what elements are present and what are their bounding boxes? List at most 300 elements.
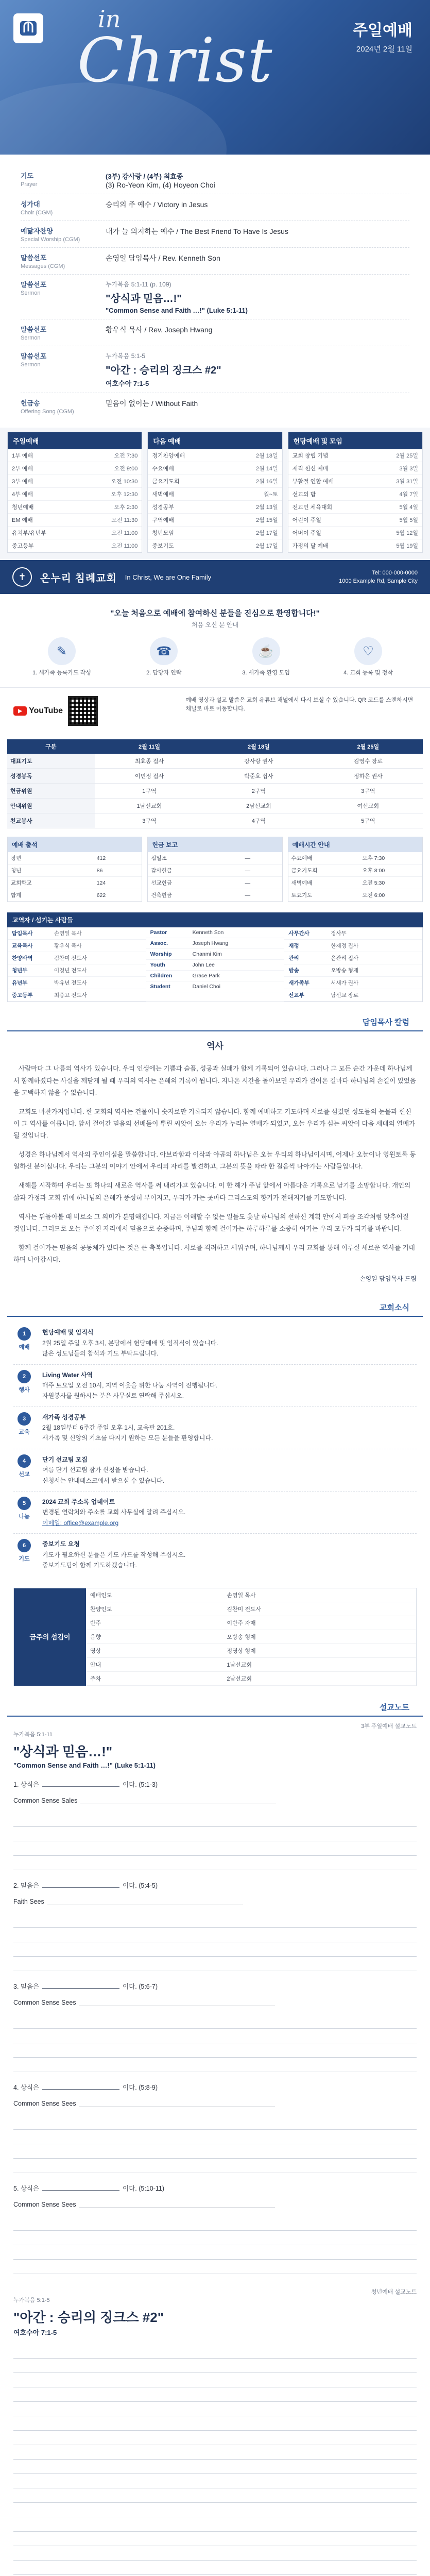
cell-value: 오후 12:30 (81, 488, 142, 501)
play-icon: ▶ (13, 706, 27, 716)
news-line: 기도가 필요하신 분들은 기도 카드를 작성해 주십시오. (42, 1551, 186, 1558)
order-row-prayer (21, 166, 409, 194)
church-phone[interactable]: Tel: 000-000-0000 (372, 569, 418, 576)
duty-table-block (13, 1588, 417, 1686)
order-value: (3부) 강사랑 / (4부) 최효종 (106, 173, 183, 180)
cell-value: 5월 5일 (372, 514, 422, 527)
notes2-lines[interactable] (13, 2344, 417, 2576)
fill-in-blank[interactable] (79, 2100, 275, 2107)
order-row-special (21, 221, 409, 248)
staff-column (8, 927, 146, 1002)
staff-person: 최중고 전도사 (54, 992, 87, 999)
news-line: 신청서는 안내데스크에서 받으실 수 있습니다. (42, 1477, 164, 1484)
step-text: 1. 새가족 등록카드 작성 (32, 670, 91, 676)
staff-person: 황우식 목사 (54, 943, 82, 950)
table-row (86, 1630, 416, 1644)
cell: 1구역 (95, 784, 204, 799)
church-logo-icon (18, 18, 39, 39)
staff-role: 청년부 (12, 968, 28, 974)
news-item (13, 1407, 417, 1449)
news-badge (13, 1370, 35, 1401)
order-label: 헌금송 (21, 399, 40, 407)
news-title: 헌당예배 및 임직식 (42, 1329, 94, 1336)
cell-value: 5월 4일 (372, 501, 422, 514)
cell-value: 2월 15일 (225, 514, 282, 527)
cell: 3구역 (314, 784, 423, 799)
cell-label: 4부 예배 (8, 488, 81, 501)
service-schedule (0, 734, 430, 834)
mini-title: 예배시간 안내 (288, 837, 422, 852)
staff-row (284, 927, 422, 940)
table-row (8, 462, 142, 475)
staff-role: Assoc. (150, 940, 168, 947)
column-signature: 손영일 담임목사 드림 (359, 1275, 417, 1283)
mini-table (288, 852, 422, 902)
panel-title: 헌당예배 및 모임 (288, 432, 422, 449)
media-note: 예배 영상과 설교 말씀은 교회 유튜브 채널에서 다시 보실 수 있습니다. QR 코드를 스캔하시면 채널로 바로 이동합니다. (185, 697, 414, 712)
sermon-title: "상식과 믿음…!" (106, 293, 182, 304)
row-label: 헌금위원 (7, 784, 95, 799)
order-of-worship (0, 155, 430, 428)
cell-label: 선교헌금 (148, 877, 242, 889)
cell-value: — (242, 877, 282, 889)
church-name: 온누리 침례교회 (40, 572, 117, 584)
news-item (13, 1365, 417, 1407)
staff-role: Children (150, 973, 173, 979)
notes-point (13, 2183, 417, 2274)
pastor-column (0, 1055, 430, 1295)
order-label-en: Sermon (21, 335, 41, 341)
staff-row (146, 971, 284, 981)
panel-title: 다음 예배 (148, 432, 282, 449)
cell-value: 월~토 (225, 488, 282, 501)
table-row (8, 501, 142, 514)
order-label: 말씀선포 (21, 352, 47, 360)
table-row (8, 449, 142, 462)
staff-section (0, 909, 430, 1009)
hero-script-in: in (98, 5, 121, 33)
notes2-subtitle: 여호수아 7:1-5 (13, 2329, 57, 2337)
duty-person: 이반주 자매 (222, 1616, 416, 1630)
column-paragraph: 새해를 시작하며 우리는 또 하나의 새로운 역사를 써 내려가고 있습니다. 이 한 해가 주님 앞에서 아름다운 기록으로 남기를 소망합니다. 개인의 삶과 가정과 교회 위에 하나님의 은혜가 풍성히 부어지고, 우리가 가는 곳마다 그리스도의 향기가 전해지기를 기도합니다. (13, 1182, 411, 1201)
point-ref: 이다. (5:1-3) (123, 1781, 158, 1789)
table-row (148, 865, 282, 877)
column-paragraph: 성경은 하나님께서 역사의 주인이심을 말씀합니다. 아브라함과 이삭과 야곱의 하나님은 오늘 우리의 하나님이시며, 어제나 오늘이나 영원토록 동일하신 분이십니다. 우리는 그분의 이야기 안에서 우리의 자리를 발견하고, 그분의 뜻을 따라 한 걸음씩 나아가는 사람들입니다. (13, 1151, 416, 1171)
point-ref: 이다. (5:8-9) (123, 2084, 158, 2092)
church-logo (13, 13, 43, 43)
table-row (8, 877, 142, 889)
table-row (148, 501, 282, 514)
table-header-row (7, 739, 423, 754)
point-english: Common Sense Sales (13, 1797, 78, 1805)
cell-label: 제직 헌신 예배 (288, 462, 372, 475)
order-label: 성가대 (21, 200, 40, 208)
order-label: 예닮자찬양 (21, 227, 53, 235)
news-line: 2월 18일부터 6주간 주일 오후 1시, 교육관 201호. (42, 1424, 175, 1432)
row-label: 안내위원 (7, 799, 95, 814)
column-header: 2월 18일 (204, 739, 313, 754)
order-row-messenger (21, 248, 409, 275)
cell-value: 2월 18일 (225, 449, 282, 462)
cell-label: 어린이 주일 (288, 514, 372, 527)
order-label-en: Messages (CGM) (21, 263, 65, 269)
column-header: 2월 25일 (314, 739, 423, 754)
section-title-notes: 설교노트 (7, 1694, 423, 1717)
cell: 3구역 (95, 814, 204, 828)
duty-role: 영상 (86, 1644, 222, 1658)
cell-label: 수요예배 (288, 852, 359, 865)
staff-role: Pastor (150, 929, 167, 936)
duty-person: 2남선교회 (222, 1672, 416, 1686)
news-number: 3 (18, 1412, 31, 1426)
cell-label: 구역예배 (148, 514, 225, 527)
staff-row (146, 927, 284, 938)
media-section (0, 687, 430, 734)
order-label-en: Sermon (21, 362, 41, 368)
step-text: 2. 담당자 연락 (146, 670, 182, 676)
point-english: Common Sense Sees (13, 2201, 76, 2209)
table-row (8, 475, 142, 488)
section-title-column: 담임목사 칼럼 (7, 1009, 423, 1031)
order-value-en: (3) Ro-Yeon Kim, (4) Hoyeon Choi (106, 181, 215, 189)
table-row (7, 799, 423, 814)
column-header: 2월 11일 (95, 739, 204, 754)
fill-in-blank[interactable] (42, 1981, 119, 1989)
table-row (288, 527, 422, 539)
table-row (86, 1658, 416, 1672)
staff-column (284, 927, 422, 1002)
cell-value: 2월 16일 (225, 475, 282, 488)
sermon-notes (0, 1717, 430, 2576)
church-contact (339, 569, 418, 586)
staff-person: 김찬미 전도사 (54, 955, 87, 962)
cell-label: 성경공부 (148, 501, 225, 514)
table-row (148, 852, 282, 865)
staff-person: 정사무 (331, 930, 347, 937)
table-row (8, 488, 142, 501)
notes-title: "상식과 믿음…!" (13, 1744, 113, 1760)
welcome-step (218, 637, 315, 677)
sermon-passage: 누가복음 5:1-11 (p. 109) (106, 281, 171, 288)
staff-person: 손영일 목사 (54, 930, 82, 937)
sermon-passage: 누가복음 5:1-5 (106, 352, 146, 360)
table-row (8, 865, 142, 877)
staff-role: 유년부 (12, 980, 28, 987)
staff-row (146, 981, 284, 992)
notes-lines[interactable] (13, 1913, 417, 1971)
cell-label: 1부 예배 (8, 449, 81, 462)
notes-lines[interactable] (13, 2216, 417, 2274)
duty-person: 김찬미 전도사 (222, 1602, 416, 1616)
point-number: 4. 상식은 (13, 2084, 40, 2092)
cell: 2남선교회 (204, 799, 313, 814)
hero-script-title (77, 5, 273, 96)
table-row (288, 852, 422, 865)
notes-subtitle: "Common Sense and Faith …!" (Luke 5:1-11) (13, 1761, 156, 1770)
column-paragraph: 사람마다 그 나름의 역사가 있습니다. 우리 인생에는 기쁨과 슬픔, 성공과 실패가 함께 기록되어 있습니다. 그러나 그 모든 순간 가운데 하나님께서 함께하셨다는 사실을 깨닫게 될 때 우리의 역사는 은혜의 기록이 됩니다. 지나온 시간을 돌아보면 우리가 걸어온 길마다 하나님의 손길이 있었음을 고백하지 않을 수 없습니다. (13, 1065, 416, 1096)
order-label-en: Prayer (21, 181, 38, 188)
news-badge (13, 1454, 35, 1486)
table-row (86, 1672, 416, 1686)
cell-value: 오전 11:30 (81, 514, 142, 527)
fill-in-blank[interactable] (79, 2201, 275, 2208)
staff-role: 찬양사역 (12, 955, 33, 962)
cell: 여선교회 (314, 799, 423, 814)
cell-label: 유치부/유년부 (8, 527, 81, 539)
table-row (148, 514, 282, 527)
cell-label: 합계 (8, 889, 94, 902)
cell-value: 5월 19일 (372, 539, 422, 552)
news-number: 4 (18, 1454, 31, 1468)
order-row-youth-messenger (21, 319, 409, 346)
staff-row (284, 940, 422, 952)
cell-value: 오후 7:30 (359, 852, 422, 865)
point-ref: 이다. (5:4-5) (123, 1882, 158, 1890)
welcome-section (0, 594, 430, 687)
point-english: Common Sense Sees (13, 1999, 76, 2007)
table-row (86, 1588, 416, 1602)
table-row (288, 462, 422, 475)
coffee-icon: ☕ (252, 637, 280, 665)
duty-title: 금주의 섬김이 (14, 1588, 86, 1686)
staff-role: Student (150, 984, 170, 990)
table-row (148, 475, 282, 488)
order-value: 승리의 주 예수 / Victory in Jesus (106, 200, 208, 209)
column-title: 역사 (207, 1041, 223, 1052)
welcome-step (115, 637, 212, 677)
cell-label: 중고등부 (8, 539, 81, 552)
staff-role: Worship (150, 951, 172, 958)
cell-label: 가정의 달 예배 (288, 539, 372, 552)
pencil-icon: ✎ (48, 637, 76, 665)
duty-role: 예배인도 (86, 1588, 222, 1602)
cell-label: EM 예배 (8, 514, 81, 527)
news-number: 5 (18, 1497, 31, 1510)
staff-row (8, 977, 146, 989)
youtube-block[interactable] (13, 696, 178, 726)
cell-label: 중보기도 (148, 539, 225, 552)
fill-in-blank[interactable] (42, 1780, 119, 1787)
hero-header (0, 0, 430, 155)
cell-value: 2월 17일 (225, 539, 282, 552)
staff-role: Youth (150, 962, 165, 969)
cell-label: 교회학교 (8, 877, 94, 889)
staff-person: Joseph Hwang (192, 940, 229, 947)
staff-row (284, 977, 422, 989)
sermon-subtitle: 여호수아 7:1-5 (106, 380, 149, 387)
panel-table (148, 449, 282, 552)
point-english: Faith Sees (13, 1898, 44, 1906)
duty-person: 정영상 형제 (222, 1644, 416, 1658)
cell-value: 오전 11:00 (81, 527, 142, 539)
table-row (148, 488, 282, 501)
cell-label: 토요기도 (288, 889, 359, 902)
cell-value: — (242, 865, 282, 877)
staff-row (8, 927, 146, 940)
fill-in-blank[interactable] (47, 1898, 243, 1905)
panel-sunday-services (7, 432, 142, 553)
cell-label: 선교의 밤 (288, 488, 372, 501)
welcome-heading: "오늘 처음으로 예배에 참여하신 분들을 진심으로 환영합니다!" (110, 609, 320, 618)
cell-label: 새벽예배 (148, 488, 225, 501)
table-row (7, 814, 423, 828)
youtube-label: YouTube (29, 706, 63, 716)
staff-person: John Lee (192, 962, 215, 969)
news-badge (13, 1539, 35, 1570)
table-row (148, 877, 282, 889)
cell: 2구역 (204, 784, 313, 799)
table-row (86, 1644, 416, 1658)
staff-role: 사무간사 (288, 930, 309, 937)
welcome-step (320, 637, 417, 677)
welcome-subheading: 처음 오신 분 안내 (191, 621, 239, 629)
notes-point (13, 1880, 417, 1971)
staff-role: 선교부 (288, 992, 304, 999)
order-label: 말씀선포 (21, 254, 47, 262)
point-number: 3. 믿음은 (13, 1983, 40, 1991)
staff-role: 관리 (288, 955, 299, 962)
notes2-meta: 청년예배 설교노트 (371, 2289, 417, 2296)
news-tag: 선교 (19, 1471, 30, 1478)
mini-title: 예배 출석 (8, 837, 142, 852)
cell-value: 2월 13일 (225, 501, 282, 514)
cell-label: 부활절 연합 예배 (288, 475, 372, 488)
cell-value: 오전 5:30 (359, 877, 422, 889)
youtube-logo[interactable] (13, 706, 63, 716)
cell-value: 86 (94, 865, 142, 877)
table-row (148, 539, 282, 552)
notes-lines[interactable] (13, 2115, 417, 2173)
step-text: 4. 교회 등록 및 정착 (343, 670, 393, 676)
fill-in-blank[interactable] (42, 2082, 119, 2090)
cell-value: — (242, 889, 282, 902)
news-title: 2024 교회 주소록 업데이트 (42, 1498, 115, 1506)
point-ref: 이다. (5:10-11) (123, 2185, 165, 2193)
cell: 최효종 집사 (95, 754, 204, 769)
heart-icon: ♡ (354, 637, 382, 665)
duty-role: 주차 (86, 1672, 222, 1686)
news-line: 2월 25일 주일 오후 3시, 본당에서 헌당예배 및 임직식이 있습니다. (42, 1339, 218, 1347)
staff-title: 교역자 / 섬기는 사람들 (7, 912, 423, 927)
church-news (0, 1317, 430, 1584)
info-panels (0, 428, 430, 560)
notes-lines[interactable] (13, 1812, 417, 1870)
qr-code[interactable] (68, 696, 98, 726)
duty-person: 1남선교회 (222, 1658, 416, 1672)
duty-person: 오방송 형제 (222, 1630, 416, 1644)
order-label: 기도 (21, 172, 34, 180)
table-row (288, 877, 422, 889)
mini-table (148, 852, 282, 902)
mini-times (288, 837, 423, 902)
mini-table (8, 852, 142, 902)
duty-role: 반주 (86, 1616, 222, 1630)
welcome-steps (13, 637, 417, 677)
order-label: 말씀선포 (21, 281, 47, 289)
cell-value: 오전 7:30 (81, 449, 142, 462)
worship-title-block (353, 18, 412, 54)
column-header: 구분 (7, 739, 95, 754)
staff-row (8, 952, 146, 964)
news-line: 새가족 및 신앙의 기초를 다지기 원하는 모든 분들을 환영합니다. (42, 1434, 213, 1442)
news-title: Living Water 사역 (42, 1371, 93, 1379)
fill-in-blank[interactable] (80, 1797, 276, 1804)
staff-role: 담임목사 (12, 930, 33, 937)
column-paragraph: 역사는 뒤돌아볼 때 비로소 그 의미가 분명해집니다. 지금은 이해할 수 없는 일들도 훗날 하나님의 선하신 계획 안에서 퍼즐 조각처럼 맞추어질 것입니다. 그러므로 오늘 주어진 자리에서 믿음으로 순종하며, 주님과 함께 걸어가는 하루하루를 소중히 여기는 우리 모두가 되기를 바랍니다. (13, 1213, 409, 1232)
cell-label: 십일조 (148, 852, 242, 865)
table-row (8, 539, 142, 552)
cell: 5구역 (314, 814, 423, 828)
table-row (8, 527, 142, 539)
staff-person: 남선교 장로 (331, 992, 358, 999)
schedule-table (7, 739, 423, 828)
notes-lines[interactable] (13, 2014, 417, 2072)
news-item (13, 1492, 417, 1534)
table-row (148, 462, 282, 475)
cell-value: 2월 17일 (225, 527, 282, 539)
cell-value: 오전 11:00 (81, 539, 142, 552)
order-label: 말씀선포 (21, 326, 47, 333)
table-row (8, 514, 142, 527)
news-tag: 나눔 (19, 1514, 30, 1520)
cell-label: 금요기도회 (148, 475, 225, 488)
notes-point (13, 2082, 417, 2173)
fill-in-blank[interactable] (42, 1880, 119, 1888)
cell-value: 412 (94, 852, 142, 865)
cell-label: 금요기도회 (288, 865, 359, 877)
row-label: 성경봉독 (7, 769, 95, 784)
table-row (288, 889, 422, 902)
point-ref: 이다. (5:6-7) (123, 1983, 158, 1991)
news-item (13, 1322, 417, 1364)
order-label-en: Sermon (21, 290, 41, 296)
cell-label: 수요예배 (148, 462, 225, 475)
cell-label: 건축헌금 (148, 889, 242, 902)
news-line: 여름 단기 선교팀 참가 신청을 받습니다. (42, 1466, 148, 1474)
staff-row (146, 949, 284, 960)
cell: 김영수 장로 (314, 754, 423, 769)
order-row-sermon-2 (21, 346, 409, 393)
cell: 이민정 집사 (95, 769, 204, 784)
cell: 강사랑 권사 (204, 754, 313, 769)
cell-value: 오후 8:00 (359, 865, 422, 877)
panel-table (288, 449, 422, 552)
cell-value: 3월 3일 (372, 462, 422, 475)
cell-value: 5월 12일 (372, 527, 422, 539)
cell-value: 오전 9:00 (81, 462, 142, 475)
mini-offering (147, 837, 282, 902)
cell-label: 감사헌금 (148, 865, 242, 877)
cell-label: 2부 예배 (8, 462, 81, 475)
news-email-link[interactable]: 이메일: office@example.org (42, 1519, 119, 1527)
step-text: 3. 새가족 환영 모임 (242, 670, 290, 676)
worship-title: 주일예배 (353, 22, 412, 39)
cell-label: 어버이 주일 (288, 527, 372, 539)
fill-in-blank[interactable] (42, 2183, 119, 2191)
staff-person: Daniel Choi (192, 984, 220, 990)
order-row-offering (21, 393, 409, 419)
church-banner (0, 560, 430, 594)
cell-label: 장년 (8, 852, 94, 865)
news-tag: 교육 (19, 1429, 30, 1435)
order-label-en: Choir (CGM) (21, 210, 53, 216)
news-item (13, 1534, 417, 1575)
fill-in-blank[interactable] (79, 1999, 275, 2006)
section-title-news: 교회소식 (7, 1295, 423, 1317)
church-address: 1000 Example Rd, Sample City (339, 578, 418, 584)
order-value: 믿음이 없이는 / Without Faith (106, 399, 198, 408)
staff-role: 중고등부 (12, 992, 33, 999)
